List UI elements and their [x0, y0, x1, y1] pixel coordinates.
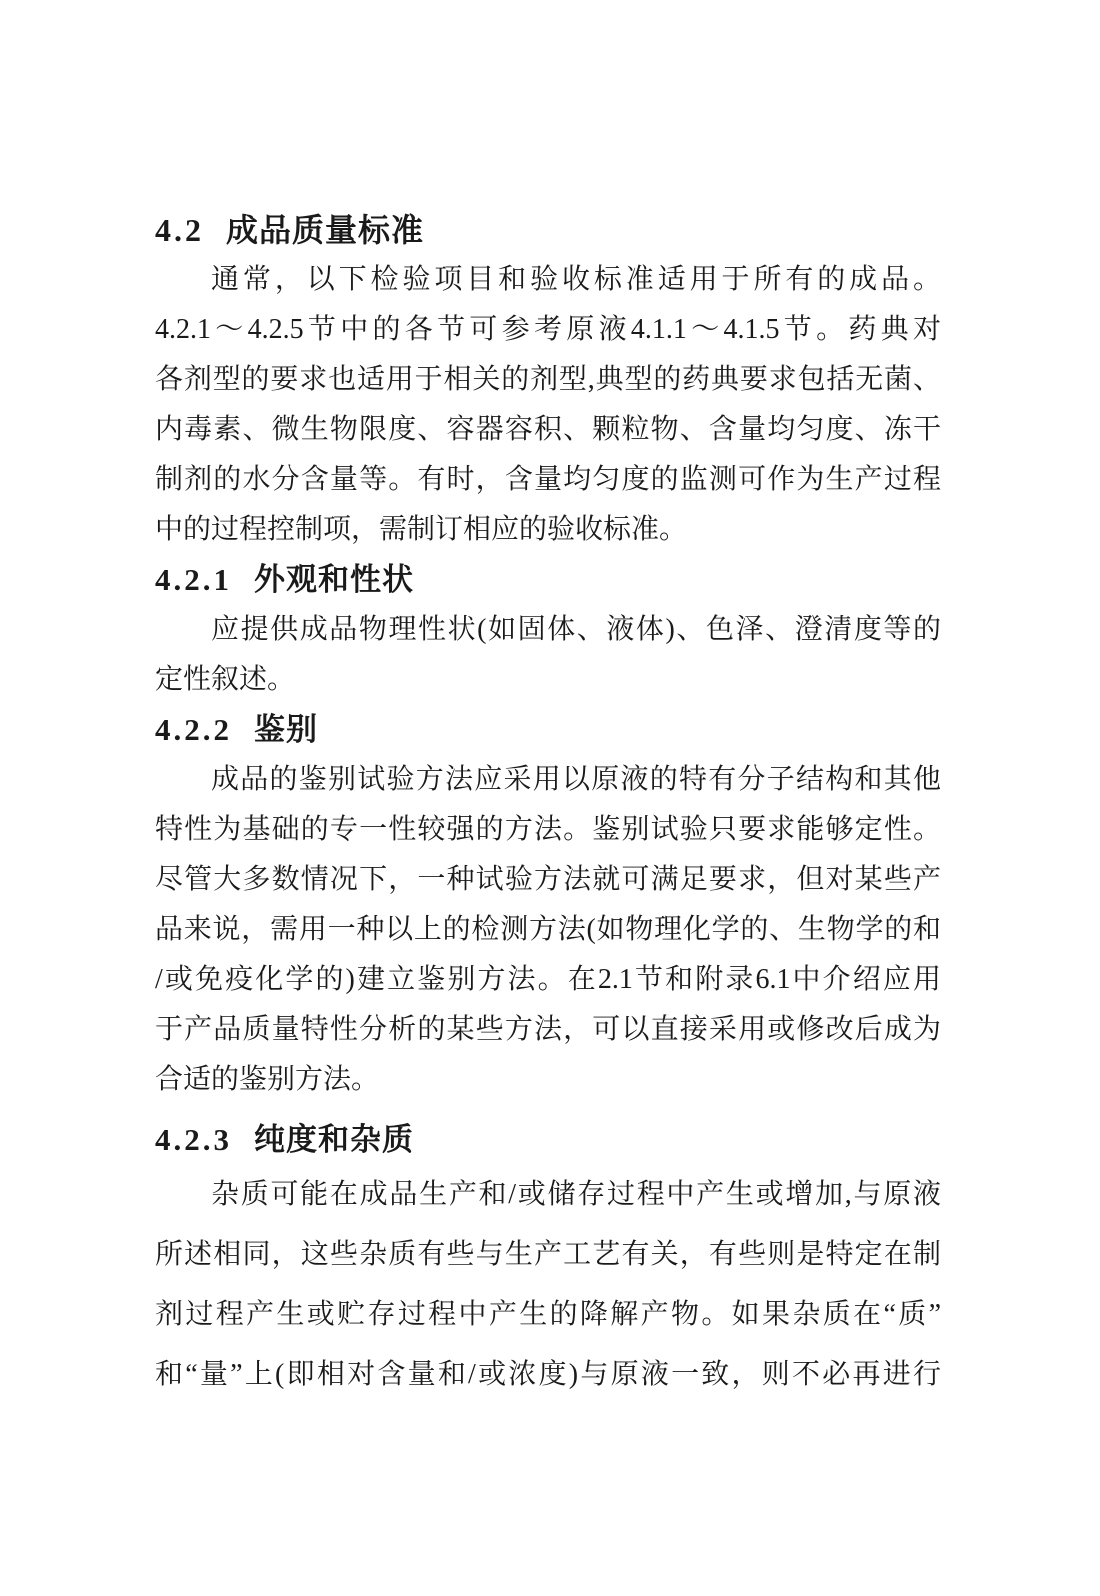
heading-title: 纯度和杂质	[254, 1122, 414, 1157]
section-heading	[155, 555, 941, 605]
text-line: 4.2.1～4.2.5节中的各节可参考原液4.1.1～4.1.5节。药典对	[155, 314, 941, 345]
section-4-2-3	[155, 1115, 941, 1405]
text-line: 品来说，需用一种以上的检测方法(如物理化学的、生物学的和	[155, 914, 941, 945]
text-line: 应提供成品物理性状(如固体、液体)、色泽、澄清度等的	[211, 614, 941, 645]
paragraph	[155, 605, 941, 705]
paragraph	[155, 1165, 941, 1405]
text-line: 剂过程产生或贮存过程中产生的降解产物。如果杂质在“质”	[155, 1299, 941, 1330]
section-4-2-2	[155, 705, 941, 1105]
section-heading	[155, 705, 941, 755]
text-line: 和“量”上(即相对含量和/或浓度)与原液一致，则不必再进行	[155, 1359, 941, 1390]
text-line: 合适的鉴别方法。	[155, 1064, 380, 1095]
text-line: 特性为基础的专一性较强的方法。鉴别试验只要求能够定性。	[155, 814, 941, 845]
section-heading	[155, 1115, 941, 1165]
section-4-2	[155, 205, 941, 555]
text-line: 内毒素、微生物限度、容器容积、颗粒物、含量均匀度、冻干	[155, 414, 941, 445]
heading-title: 成品质量标准	[226, 212, 425, 248]
section-heading	[155, 205, 941, 255]
text-line: 制剂的水分含量等。有时，含量均匀度的监测可作为生产过程	[155, 464, 941, 495]
heading-number: 4.2.2	[155, 712, 232, 747]
heading-title: 鉴别	[254, 712, 318, 747]
text-line: 中的过程控制项，需制订相应的验收标准。	[155, 514, 688, 545]
document-content	[155, 205, 941, 1405]
text-line: 通常，以下检验项目和验收标准适用于所有的成品。	[211, 264, 941, 295]
text-line: 成品的鉴别试验方法应采用以原液的特有分子结构和其他	[211, 764, 941, 795]
text-line: 定性叙述。	[155, 664, 296, 695]
heading-title: 外观和性状	[254, 562, 414, 597]
text-line: /或免疫化学的)建立鉴别方法。在2.1节和附录6.1中介绍应用	[155, 964, 941, 995]
heading-number: 4.2.3	[155, 1122, 232, 1157]
heading-number: 4.2.1	[155, 562, 232, 597]
text-line: 杂质可能在成品生产和/或储存过程中产生或增加,与原液	[211, 1179, 941, 1210]
section-4-2-1	[155, 555, 941, 705]
text-line: 尽管大多数情况下，一种试验方法就可满足要求，但对某些产	[155, 864, 941, 895]
paragraph	[155, 255, 941, 555]
text-line: 所述相同，这些杂质有些与生产工艺有关，有些则是特定在制	[155, 1239, 941, 1270]
text-line: 于产品质量特性分析的某些方法，可以直接采用或修改后成为	[155, 1014, 941, 1045]
heading-number: 4.2	[155, 212, 204, 248]
paragraph	[155, 755, 941, 1105]
text-line: 各剂型的要求也适用于相关的剂型,典型的药典要求包括无菌、	[155, 364, 941, 395]
